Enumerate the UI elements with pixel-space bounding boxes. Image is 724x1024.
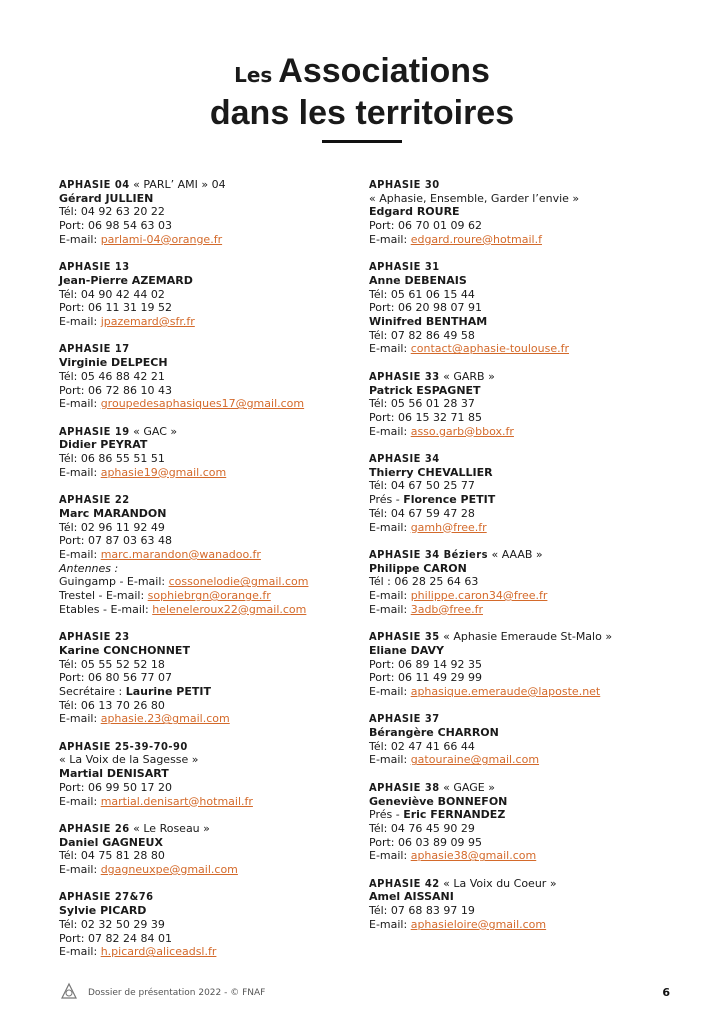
contact-text: Tél: 02 47 41 66 44 xyxy=(369,739,475,753)
contact-text: E-mail: xyxy=(59,397,101,411)
association-code: APHASIE 35 xyxy=(369,630,440,644)
entry-line xyxy=(369,342,669,356)
contact-text: E-mail: xyxy=(369,684,411,698)
contact-text: « GAGE » xyxy=(439,780,495,794)
entry-line xyxy=(59,822,349,836)
contact-text: Tél: 05 46 88 42 21 xyxy=(59,369,165,383)
association-entry xyxy=(369,781,669,863)
entry-line xyxy=(59,178,349,192)
contact-name: Gérard JULLIEN xyxy=(59,191,154,205)
page-number: 6 xyxy=(662,986,670,999)
entry-line xyxy=(369,658,669,672)
contact-text: E-mail: xyxy=(369,424,411,438)
email-link[interactable]: parlami-04@orange.fr xyxy=(100,232,223,246)
page-title xyxy=(0,52,724,132)
contact-text: Port: 06 80 56 77 07 xyxy=(59,671,172,685)
contact-name: Jean-Pierre AZEMARD xyxy=(59,273,193,287)
association-entry xyxy=(59,178,349,247)
association-code: APHASIE 26 xyxy=(59,821,130,835)
email-link[interactable]: 3adb@free.fr xyxy=(410,602,483,616)
entry-line xyxy=(369,877,669,891)
contact-text: Port: 06 03 89 09 95 xyxy=(369,835,482,849)
entry-line xyxy=(369,836,669,850)
entry-line xyxy=(369,192,669,206)
entry-line xyxy=(59,671,349,685)
contact-text: E-mail: xyxy=(369,589,411,603)
association-code: APHASIE 34 Béziers xyxy=(369,547,488,561)
entry-line xyxy=(59,205,349,219)
contact-text: Tél: 04 76 45 90 29 xyxy=(369,821,475,835)
association-code: APHASIE 04 xyxy=(59,178,130,191)
association-entry xyxy=(369,178,669,247)
contact-text: « PARL’ AMI » 04 xyxy=(129,178,226,191)
entry-line xyxy=(59,658,349,672)
association-code: APHASIE 17 xyxy=(59,342,130,356)
entry-line xyxy=(59,589,349,603)
contact-name: Daniel GAGNEUX xyxy=(59,835,163,849)
title-line-1: Associations xyxy=(278,52,490,90)
contact-text: Port: 06 72 86 10 43 xyxy=(59,383,172,397)
contact-text: E-mail: xyxy=(59,863,101,877)
email-link[interactable]: aphasie19@gmail.com xyxy=(100,465,227,479)
contact-name: Thierry CHEVALLIER xyxy=(369,465,493,479)
entry-line xyxy=(369,726,669,740)
contact-text: Port: 06 20 98 07 91 xyxy=(369,301,482,315)
association-code: APHASIE 38 xyxy=(369,780,440,794)
contact-text: Tél: 05 56 01 28 37 xyxy=(369,397,475,411)
entry-line xyxy=(369,740,669,754)
entry-line xyxy=(369,712,669,726)
email-link[interactable]: dgagneuxpe@gmail.com xyxy=(100,863,238,877)
entry-line xyxy=(369,753,669,767)
entry-line xyxy=(369,521,669,535)
entry-line xyxy=(369,603,669,617)
contact-text: E-mail: xyxy=(59,547,101,561)
entry-line xyxy=(369,370,669,384)
entry-line xyxy=(59,575,349,589)
entry-line xyxy=(59,945,349,959)
entry-line xyxy=(369,219,669,233)
entry-line xyxy=(59,685,349,699)
contact-text: Prés - xyxy=(369,808,404,822)
email-link[interactable]: heleneleroux22@gmail.com xyxy=(152,602,307,616)
email-link[interactable]: aphasie38@gmail.com xyxy=(410,849,537,863)
entry-line xyxy=(369,918,669,932)
contact-text: E-mail: xyxy=(59,232,101,246)
entry-line xyxy=(369,479,669,493)
contact-text: E-mail: xyxy=(369,753,411,767)
contact-name: Edgard ROURE xyxy=(369,205,460,219)
entry-line xyxy=(59,849,349,863)
entry-line xyxy=(369,301,669,315)
entry-line xyxy=(59,370,349,384)
contact-name: Amel AISSANI xyxy=(369,890,454,904)
email-link[interactable]: asso.garb@bbox.fr xyxy=(410,424,514,438)
entry-line xyxy=(369,575,669,589)
entry-line xyxy=(369,260,669,274)
page-footer xyxy=(60,985,670,1005)
fnaf-logo-icon xyxy=(60,982,78,1000)
entry-line xyxy=(59,863,349,877)
contact-text: « GARB » xyxy=(439,369,495,383)
entry-line xyxy=(59,534,349,548)
association-code: APHASIE 22 xyxy=(59,493,130,507)
contact-text: « Aphasie Emeraude St-Malo » xyxy=(439,630,613,644)
entry-line xyxy=(369,466,669,480)
email-link[interactable]: aphasique.emeraude@laposte.net xyxy=(410,684,601,698)
entry-line xyxy=(59,301,349,315)
entry-line xyxy=(369,795,669,809)
contact-text: « AAAB » xyxy=(487,547,543,561)
contact-text: Tél: 04 67 50 25 77 xyxy=(369,479,475,493)
email-link[interactable]: sophiebrgn@orange.fr xyxy=(147,589,271,603)
contact-name: Laurine PETIT xyxy=(125,684,211,698)
contact-name: Martial DENISART xyxy=(59,767,169,781)
contact-text: Tél: 02 96 11 92 49 xyxy=(59,520,165,534)
entry-line xyxy=(369,781,669,795)
contact-name: Marc MARANDON xyxy=(59,506,167,520)
association-code: APHASIE 27&76 xyxy=(59,890,154,904)
entry-line xyxy=(59,562,349,576)
association-entry xyxy=(369,630,669,699)
association-entry xyxy=(369,370,669,439)
association-code: APHASIE 34 xyxy=(369,452,440,466)
entry-line xyxy=(369,493,669,507)
entry-line xyxy=(59,781,349,795)
association-code: APHASIE 33 xyxy=(369,369,440,383)
entry-line xyxy=(59,425,349,439)
entry-line xyxy=(369,685,669,699)
contact-name: Philippe CARON xyxy=(369,561,467,575)
association-entry xyxy=(59,740,349,809)
right-column xyxy=(369,178,669,945)
entry-line xyxy=(369,548,669,562)
entry-line xyxy=(59,466,349,480)
contact-name: Karine CONCHONNET xyxy=(59,643,190,657)
contact-text: E-mail: xyxy=(59,794,101,808)
contact-text: Tél: 05 61 06 15 44 xyxy=(369,287,475,301)
contact-text: Tél: 06 86 55 51 51 xyxy=(59,452,165,466)
entry-line xyxy=(369,178,669,192)
entry-line xyxy=(369,205,669,219)
entry-line xyxy=(59,493,349,507)
title-prefix: Les xyxy=(234,63,273,87)
contact-text: Prés - xyxy=(369,493,404,507)
contact-text: E-mail: xyxy=(369,917,411,931)
association-code: APHASIE 30 xyxy=(369,178,440,191)
entry-line xyxy=(369,904,669,918)
entry-line xyxy=(369,274,669,288)
entry-line xyxy=(59,767,349,781)
contact-text: Trestel - E-mail: xyxy=(59,589,148,603)
association-code: APHASIE 25-39-70-90 xyxy=(59,739,188,753)
association-entry xyxy=(369,260,669,356)
entry-line xyxy=(59,918,349,932)
contact-text: E-mail: xyxy=(369,602,411,616)
contact-text: Tél: 06 13 70 26 80 xyxy=(59,698,165,712)
entry-line xyxy=(369,808,669,822)
entry-line xyxy=(369,288,669,302)
email-link[interactable]: philippe.caron34@free.fr xyxy=(410,589,548,603)
association-entry xyxy=(369,712,669,767)
entry-line xyxy=(369,630,669,644)
contact-text: Guingamp - E-mail: xyxy=(59,575,169,589)
entry-line xyxy=(59,452,349,466)
entry-line xyxy=(59,836,349,850)
entry-line xyxy=(59,438,349,452)
contact-text: E-mail: xyxy=(59,465,101,479)
contact-name: Patrick ESPAGNET xyxy=(369,383,481,397)
contact-text: E-mail: xyxy=(59,945,101,959)
entry-line xyxy=(59,288,349,302)
contact-name: Winifred BENTHAM xyxy=(369,315,488,329)
contact-name: Geneviève BONNEFON xyxy=(369,794,508,808)
contact-text: Tél : 06 28 25 64 63 xyxy=(369,575,479,589)
association-code: APHASIE 42 xyxy=(369,876,440,890)
entry-line xyxy=(59,548,349,562)
contact-text: « La Voix du Coeur » xyxy=(439,876,557,890)
entry-line xyxy=(369,233,669,247)
contact-text: E-mail: xyxy=(369,520,411,534)
contact-text: Port: 06 11 49 29 99 xyxy=(369,671,482,685)
association-entry xyxy=(369,452,669,534)
entry-line xyxy=(59,507,349,521)
entry-line xyxy=(59,192,349,206)
contact-text: Port: 06 98 54 63 03 xyxy=(59,219,172,233)
entry-line xyxy=(369,384,669,398)
email-link[interactable]: edgard.roure@hotmail.f xyxy=(410,232,542,246)
footer-text: Dossier de présentation 2022 - © FNAF xyxy=(88,988,266,998)
association-code: APHASIE 13 xyxy=(59,260,130,274)
entry-line xyxy=(59,603,349,617)
left-column xyxy=(59,178,349,973)
association-code: APHASIE 31 xyxy=(369,260,440,274)
contact-text: E-mail: xyxy=(369,232,411,246)
contact-name: Sylvie PICARD xyxy=(59,904,147,918)
entry-line xyxy=(369,411,669,425)
association-code: APHASIE 19 xyxy=(59,424,130,438)
email-link[interactable]: aphasie.23@gmail.com xyxy=(100,712,230,726)
entry-line xyxy=(369,507,669,521)
email-link[interactable]: martial.denisart@hotmail.fr xyxy=(100,794,253,808)
association-code: APHASIE 37 xyxy=(369,712,440,726)
contact-text: E-mail: xyxy=(369,342,411,356)
contact-text: Tél: 07 68 83 97 19 xyxy=(369,904,475,918)
association-entry xyxy=(59,630,349,726)
contact-text: Secrétaire : xyxy=(59,684,126,698)
contact-text: Tél: 04 92 63 20 22 xyxy=(59,205,165,219)
entry-line xyxy=(59,699,349,713)
association-entry xyxy=(59,493,349,616)
entry-line xyxy=(59,219,349,233)
entry-line xyxy=(369,562,669,576)
email-link[interactable]: contact@aphasie-toulouse.fr xyxy=(410,342,569,356)
entry-line xyxy=(59,233,349,247)
entry-line xyxy=(369,890,669,904)
entry-line xyxy=(369,589,669,603)
entry-line xyxy=(59,932,349,946)
contact-text: Port: 06 15 32 71 85 xyxy=(369,410,482,424)
entry-line xyxy=(59,342,349,356)
entry-line xyxy=(369,452,669,466)
entry-line xyxy=(59,630,349,644)
entry-line xyxy=(369,425,669,439)
entry-line xyxy=(59,356,349,370)
contact-text: E-mail: xyxy=(59,712,101,726)
association-entry xyxy=(59,425,349,480)
contact-text: Tél: 04 67 59 47 28 xyxy=(369,506,475,520)
association-entry xyxy=(59,342,349,411)
contact-name: Eliane DAVY xyxy=(369,643,444,657)
contact-text: E-mail: xyxy=(369,849,411,863)
contact-name: Eric FERNANDEZ xyxy=(403,808,506,822)
email-link[interactable]: groupedesaphasiques17@gmail.com xyxy=(100,397,305,411)
association-entry xyxy=(369,877,669,932)
title-line-2: dans les territoires xyxy=(209,94,515,132)
contact-text: « La Voix de la Sagesse » xyxy=(59,753,199,767)
contact-text: Port: 06 70 01 09 62 xyxy=(369,219,482,233)
contact-text: Tél: 05 55 52 52 18 xyxy=(59,657,165,671)
entry-line xyxy=(369,397,669,411)
entry-line xyxy=(59,712,349,726)
contact-name: Virginie DELPECH xyxy=(59,356,168,370)
entry-line xyxy=(369,329,669,343)
association-entry xyxy=(59,890,349,959)
contact-name: Florence PETIT xyxy=(403,493,496,507)
email-link[interactable]: gamh@free.fr xyxy=(410,520,487,534)
entry-line xyxy=(59,644,349,658)
contact-text: Port: 06 89 14 92 35 xyxy=(369,657,482,671)
contact-text: Port: 06 99 50 17 20 xyxy=(59,780,172,794)
contact-name: Anne DEBENAIS xyxy=(369,273,467,287)
entry-line xyxy=(59,397,349,411)
contact-text: Tél: 04 75 81 28 80 xyxy=(59,849,165,863)
entry-line xyxy=(59,315,349,329)
entry-line xyxy=(59,740,349,754)
entry-line xyxy=(59,274,349,288)
entry-line xyxy=(369,822,669,836)
antennes-label: Antennes : xyxy=(59,561,119,575)
association-entry xyxy=(59,822,349,877)
email-link[interactable]: marc.marandon@wanadoo.fr xyxy=(100,547,261,561)
contact-text: Tél: 04 90 42 44 02 xyxy=(59,287,165,301)
entry-line xyxy=(369,315,669,329)
email-link[interactable]: aphasieloire@gmail.com xyxy=(410,917,547,931)
entry-line xyxy=(369,644,669,658)
contact-name: Didier PEYRAT xyxy=(59,438,148,452)
email-link[interactable]: jpazemard@sfr.fr xyxy=(100,315,195,329)
entry-line xyxy=(59,384,349,398)
email-link[interactable]: gatouraine@gmail.com xyxy=(410,753,540,767)
contact-text: Etables - E-mail: xyxy=(59,602,153,616)
email-link[interactable]: cossonelodie@gmail.com xyxy=(168,575,309,589)
email-link[interactable]: h.picard@aliceadsl.fr xyxy=(100,945,217,959)
entry-line xyxy=(59,521,349,535)
entry-line xyxy=(59,904,349,918)
contact-text: Port: 06 11 31 19 52 xyxy=(59,301,172,315)
contact-text: Port: 07 82 24 84 01 xyxy=(59,931,172,945)
entry-line xyxy=(59,890,349,904)
contact-text: Tél: 02 32 50 29 39 xyxy=(59,917,165,931)
title-divider xyxy=(322,140,402,143)
entry-line xyxy=(369,671,669,685)
contact-text: Tél: 07 82 86 49 58 xyxy=(369,328,475,342)
contact-text: « Le Roseau » xyxy=(129,821,210,835)
contact-text: « GAC » xyxy=(129,424,178,438)
contact-text: E-mail: xyxy=(59,315,101,329)
association-entry xyxy=(369,548,669,617)
contact-text: « Aphasie, Ensemble, Garder l’envie » xyxy=(369,191,580,205)
entry-line xyxy=(369,849,669,863)
association-entry xyxy=(59,260,349,329)
association-code: APHASIE 23 xyxy=(59,630,130,644)
entry-line xyxy=(59,795,349,809)
entry-line xyxy=(59,260,349,274)
contact-name: Bérangère CHARRON xyxy=(369,726,499,740)
contact-text: Port: 07 87 03 63 48 xyxy=(59,534,172,548)
entry-line xyxy=(59,753,349,767)
